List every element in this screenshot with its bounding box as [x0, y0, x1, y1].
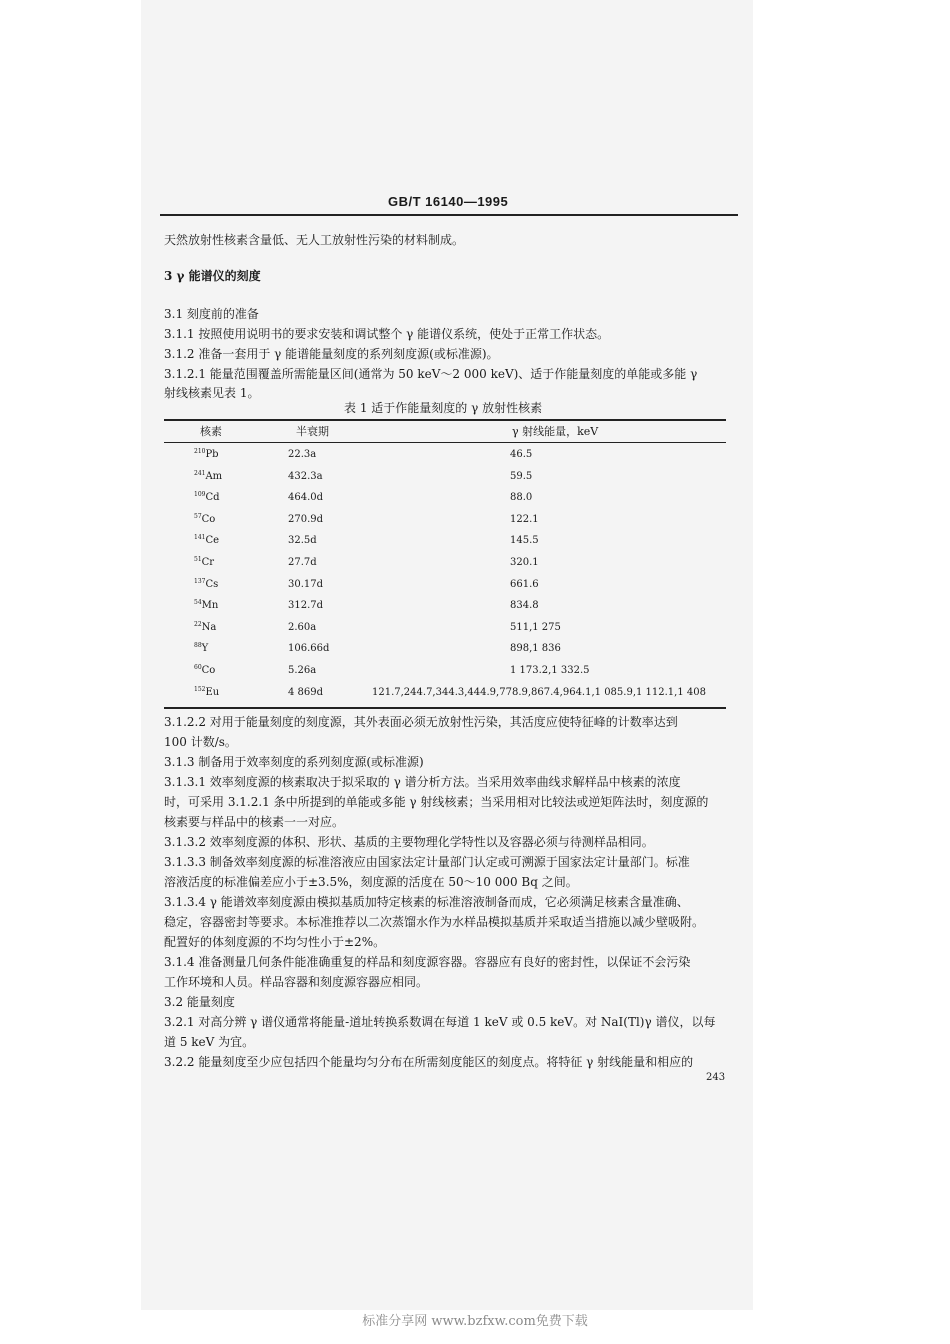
mass-number: 22: [194, 621, 202, 628]
table-cell-half-life: 106.66d: [288, 643, 330, 654]
paragraph-line: 3.1.2.1 能量范围覆盖所需能量区间(通常为 50 keV～2 000 keV)、适于作能量刻度的单能或多能 γ: [164, 367, 698, 381]
element-symbol: Co: [201, 514, 216, 525]
paragraph-line: 3.2.1 对高分辨 γ 谱仪通常将能量-道址转换系数调在每道 1 keV 或 0.5 keV。对 NaI(Tl)γ 谱仪，以每: [164, 1015, 716, 1029]
table-cell-energy: 661.6: [510, 579, 539, 590]
element-symbol: Co: [201, 665, 216, 676]
subsection-heading: 3.1 刻度前的准备: [164, 307, 259, 321]
mass-number: 241: [194, 470, 206, 477]
mass-number: 152: [194, 686, 206, 693]
table-cell-half-life: 32.5d: [288, 535, 317, 546]
element-symbol: Na: [201, 622, 217, 633]
table-cell-energy: 320.1: [510, 557, 539, 568]
standard-code-header: GB/T 16140—1995: [388, 194, 509, 209]
table-cell-nuclide: [194, 642, 208, 656]
element-symbol: Mn: [201, 600, 219, 611]
table-cell-energy: 511,1 275: [510, 622, 561, 633]
paragraph-line: 溶液活度的标准偏差应小于±3.5%，刻度源的活度在 50～10 000 Bq 之间。: [164, 875, 578, 889]
header-rule: [160, 214, 738, 216]
table-cell-nuclide: [194, 448, 219, 462]
paragraph-line: 3.1.3.2 效率刻度源的体积、形状、基质的主要物理化学特性以及容器必须与待测样品相同。: [164, 835, 654, 849]
mass-number: 137: [194, 578, 206, 585]
table-cell-nuclide: [194, 556, 214, 570]
paragraph-line: 3.1.3.1 效率刻度源的核素取决于拟采取的 γ 谱分析方法。当采用效率曲线求解样品中核素的浓度: [164, 775, 681, 789]
table-cell-energy: 121.7,244.7,344.3,444.9,778.9,867.4,964.1,1 085.9,1 112.1,1 408: [372, 687, 706, 698]
paragraph-line: 配置好的体刻度源的不均匀性小于±2%。: [164, 935, 386, 949]
table-cell-nuclide: [194, 491, 220, 505]
table-cell-energy: 1 173.2,1 332.5: [510, 665, 590, 676]
table-header-half-life: 半衰期: [296, 425, 329, 438]
table-cell-half-life: 312.7d: [288, 600, 324, 611]
table-cell-half-life: 270.9d: [288, 514, 324, 525]
paragraph-line: 稳定，容器密封等要求。本标准推荐以二次蒸馏水作为水样品模拟基质并采取适当措施以减少壁吸附。: [164, 915, 705, 929]
mass-number: 88: [194, 642, 202, 649]
table-cell-half-life: 22.3a: [288, 449, 317, 460]
table-cell-nuclide: [194, 621, 216, 635]
paragraph-line: 天然放射性核素含量低、无人工放射性污染的材料制成。: [164, 233, 465, 247]
element-symbol: Eu: [205, 687, 220, 698]
table-cell-nuclide: [194, 686, 219, 700]
paragraph-line: 3.1.1 按照使用说明书的要求安装和调试整个 γ 能谱仪系统，使处于正常工作状态。: [164, 327, 610, 341]
table-cell-half-life: 2.60a: [288, 622, 317, 633]
element-symbol: Cd: [205, 492, 220, 503]
page-number: 243: [706, 1072, 726, 1083]
element-symbol: Y: [201, 643, 209, 654]
paragraph-line: 3.2.2 能量刻度至少应包括四个能量均匀分布在所需刻度能区的刻度点。将特征 γ 射线能量和相应的: [164, 1055, 694, 1069]
table-cell-energy: 122.1: [510, 514, 539, 525]
table-cell-half-life: 464.0d: [288, 492, 324, 503]
table-cell-nuclide: [194, 599, 218, 613]
table-cell-energy: 898,1 836: [510, 643, 561, 654]
mass-number: 51: [194, 556, 202, 563]
table-cell-half-life: 432.3a: [288, 471, 323, 482]
table-top-rule: [164, 419, 726, 421]
mass-number: 54: [194, 599, 202, 606]
table-cell-nuclide: [194, 513, 215, 527]
element-symbol: Pb: [205, 449, 219, 460]
section-heading: 3 γ 能谱仪的刻度: [164, 269, 261, 283]
table-cell-half-life: 30.17d: [288, 579, 324, 590]
mass-number: 57: [194, 513, 202, 520]
table-header-nuclide: 核素: [200, 425, 222, 438]
table-cell-nuclide: [194, 664, 215, 678]
watermark-footer: 标准分享网 www.bzfxw.com免费下载: [362, 1314, 588, 1329]
paragraph-line: 道 5 keV 为宜。: [164, 1035, 255, 1049]
table-cell-nuclide: [194, 470, 222, 484]
subsection-heading: 3.2 能量刻度: [164, 995, 235, 1009]
mass-number: 60: [194, 664, 202, 671]
table-cell-energy: 59.5: [510, 471, 533, 482]
subsection-heading: 3.1.3 制备用于效率刻度的系列刻度源(或标准源): [164, 755, 424, 769]
paragraph-line: 3.1.3.3 制备效率刻度源的标准溶液应由国家法定计量部门认定或可溯源于国家法定计量部门。标准: [164, 855, 690, 869]
table-header-energy: γ 射线能量，keV: [512, 425, 599, 438]
mass-number: 210: [194, 448, 206, 455]
table-cell-energy: 46.5: [510, 449, 533, 460]
table-cell-energy: 88.0: [510, 492, 533, 503]
element-symbol: Ce: [205, 535, 220, 546]
table-caption: 表 1 适于作能量刻度的 γ 放射性核素: [344, 401, 543, 415]
paragraph-line: 核素要与样品中的核素一一对应。: [164, 815, 345, 829]
table-cell-half-life: 27.7d: [288, 557, 317, 568]
element-symbol: Cs: [205, 579, 219, 590]
table-cell-half-life: 5.26a: [288, 665, 317, 676]
paragraph-line: 100 计数/s。: [164, 735, 237, 749]
paragraph-line: 射线核素见表 1。: [164, 386, 260, 400]
paragraph-line: 3.1.2 准备一套用于 γ 能谱能量刻度的系列刻度源(或标准源)。: [164, 347, 499, 361]
paragraph-line: 时，可采用 3.1.2.1 条中所提到的单能或多能 γ 射线核素；当采用相对比较法或逆矩阵法时，刻度源的: [164, 795, 709, 809]
table-cell-energy: 145.5: [510, 535, 539, 546]
table-header-rule: [164, 442, 726, 443]
paragraph-line: 3.1.3.4 γ 能谱效率刻度源由模拟基质加特定核素的标准溶液制备而成，它必须满足核素含量准确、: [164, 895, 689, 909]
paragraph-line: 工作环境和人员。样品容器和刻度源容器应相同。: [164, 975, 429, 989]
table-cell-nuclide: [194, 534, 219, 548]
table-cell-half-life: 4 869d: [288, 687, 324, 698]
element-symbol: Am: [205, 471, 223, 482]
paragraph-line: 3.1.2.2 对用于能量刻度的刻度源，其外表面必须无放射性污染，其活度应使特征峰的计数率达到: [164, 715, 678, 729]
table-cell-energy: 834.8: [510, 600, 539, 611]
paragraph-line: 3.1.4 准备测量几何条件能准确重复的样品和刻度源容器。容器应有良好的密封性，以保证不会污染: [164, 955, 691, 969]
element-symbol: Cr: [201, 557, 215, 568]
table-bottom-rule: [164, 707, 726, 709]
mass-number: 109: [194, 491, 206, 498]
mass-number: 141: [194, 534, 206, 541]
table-cell-nuclide: [194, 578, 218, 592]
